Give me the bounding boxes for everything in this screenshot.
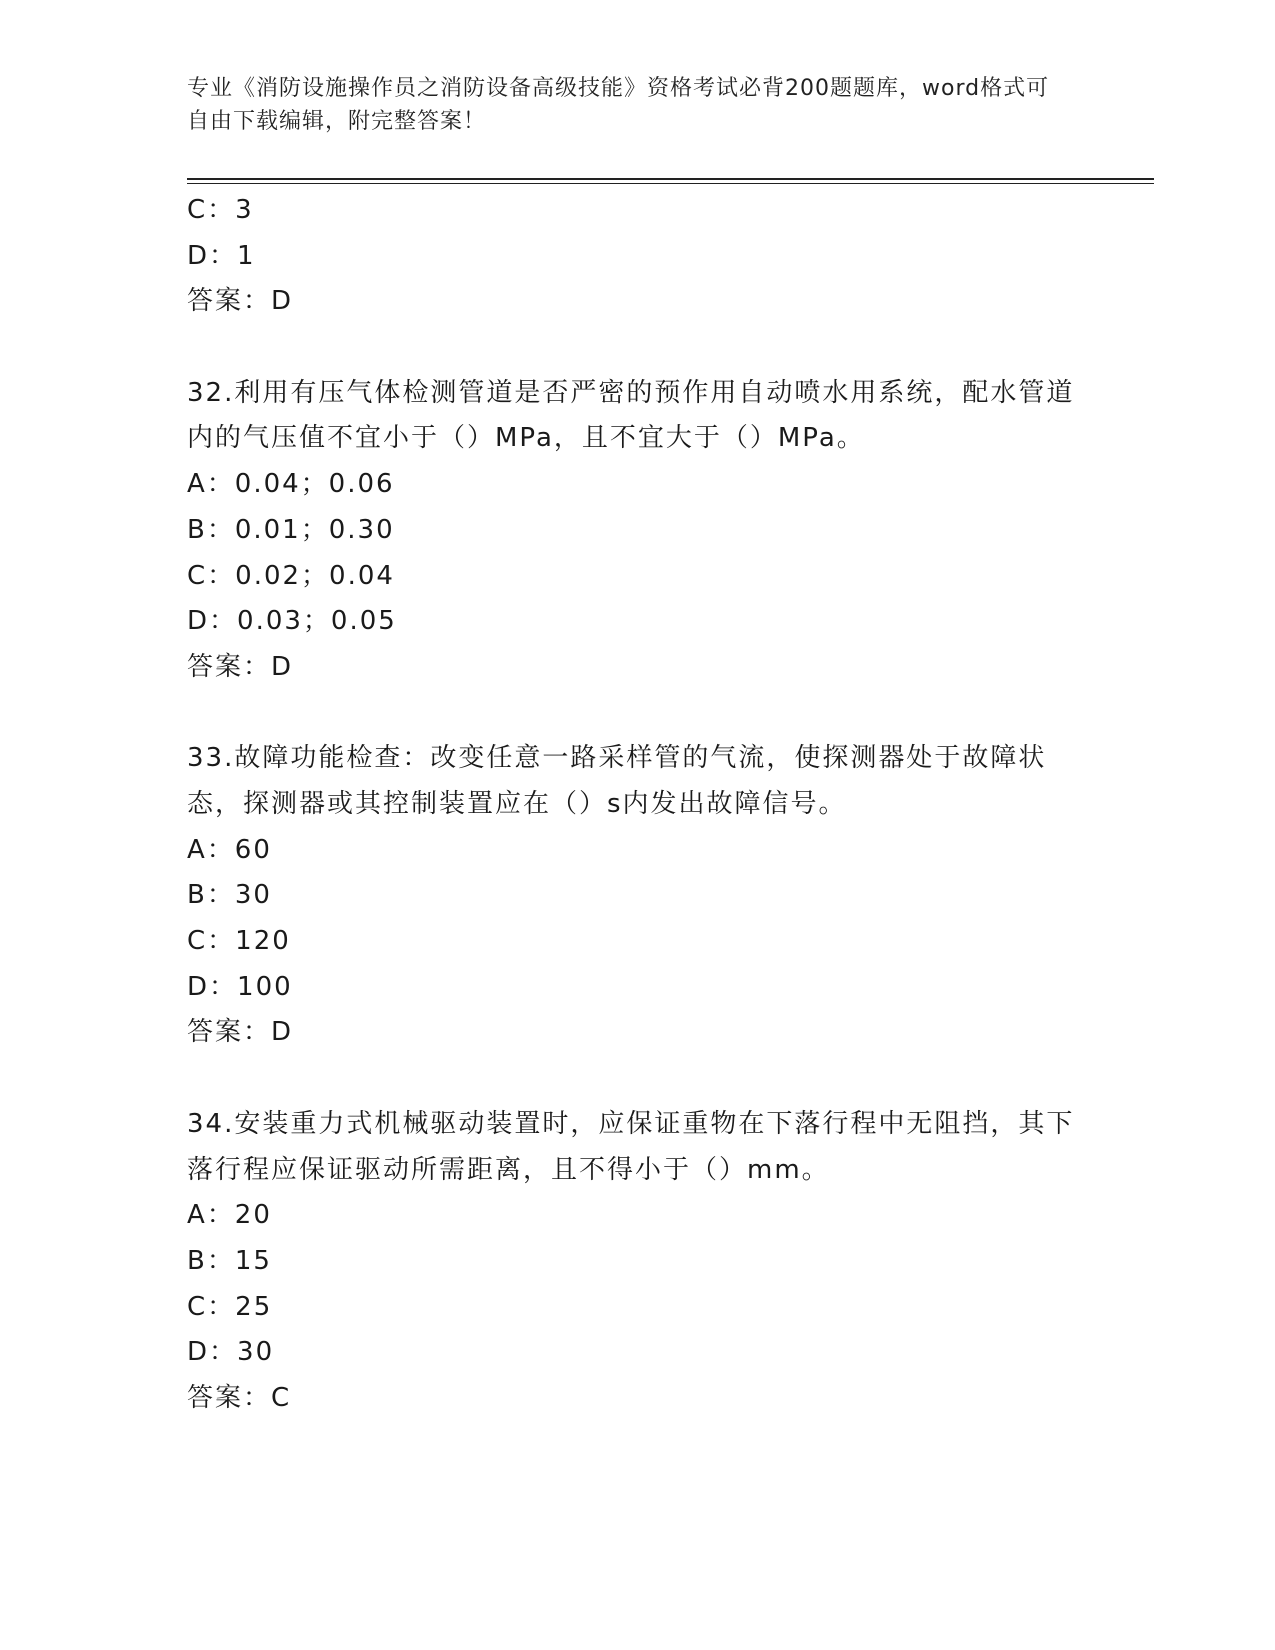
option-d: D：100: [187, 971, 293, 1002]
document-header: 专业《消防设施操作员之消防设备高级技能》资格考试必背200题题库，word格式可自由下载编辑，附完整答案！: [187, 76, 1050, 134]
option-c: C：25: [187, 1291, 273, 1322]
option-d: D：1: [187, 240, 256, 271]
question-32: [187, 371, 1087, 691]
option-c: C：120: [187, 926, 291, 957]
option-a: A：20: [187, 1200, 272, 1231]
header-divider: [187, 178, 1154, 180]
option-d: D：30: [187, 1337, 275, 1368]
option-c: C：0.02；0.04: [187, 560, 395, 591]
question-stem: 34.安装重力式机械驱动装置时，应保证重物在下落行程中无阻挡，其下落行程应保证驱动所需距离，且不得小于（）mm。: [187, 1108, 1075, 1185]
option-b: B：15: [187, 1245, 272, 1276]
option-c: C：3: [187, 195, 254, 225]
question-stem: 32.利用有压气体检测管道是否严密的预作用自动喷水用系统，配水管道内的气压值不宜小于（）MPa，且不宜大于（）MPa。: [187, 377, 1075, 454]
option-d: D：0.03；0.05: [187, 606, 397, 637]
option-a: A：0.04；0.06: [187, 469, 395, 500]
question-list: [187, 188, 1087, 1422]
option-a: A：60: [187, 834, 272, 865]
previous-question-tail: [187, 188, 1087, 325]
option-b: B：30: [187, 880, 272, 911]
question-33: [187, 736, 1087, 1056]
answer-line: 答案：D: [187, 286, 294, 317]
answer-line: 答案：D: [187, 1017, 294, 1048]
question-34: [187, 1102, 1087, 1422]
question-stem: 33.故障功能检查：改变任意一路采样管的气流，使探测器处于故障状态，探测器或其控制装置应在（）s内发出故障信号。: [187, 743, 1047, 819]
option-b: B：0.01；0.30: [187, 514, 395, 545]
header-divider-thin: [187, 183, 1154, 184]
answer-line: 答案：D: [187, 651, 294, 682]
answer-line: 答案：C: [187, 1382, 292, 1413]
